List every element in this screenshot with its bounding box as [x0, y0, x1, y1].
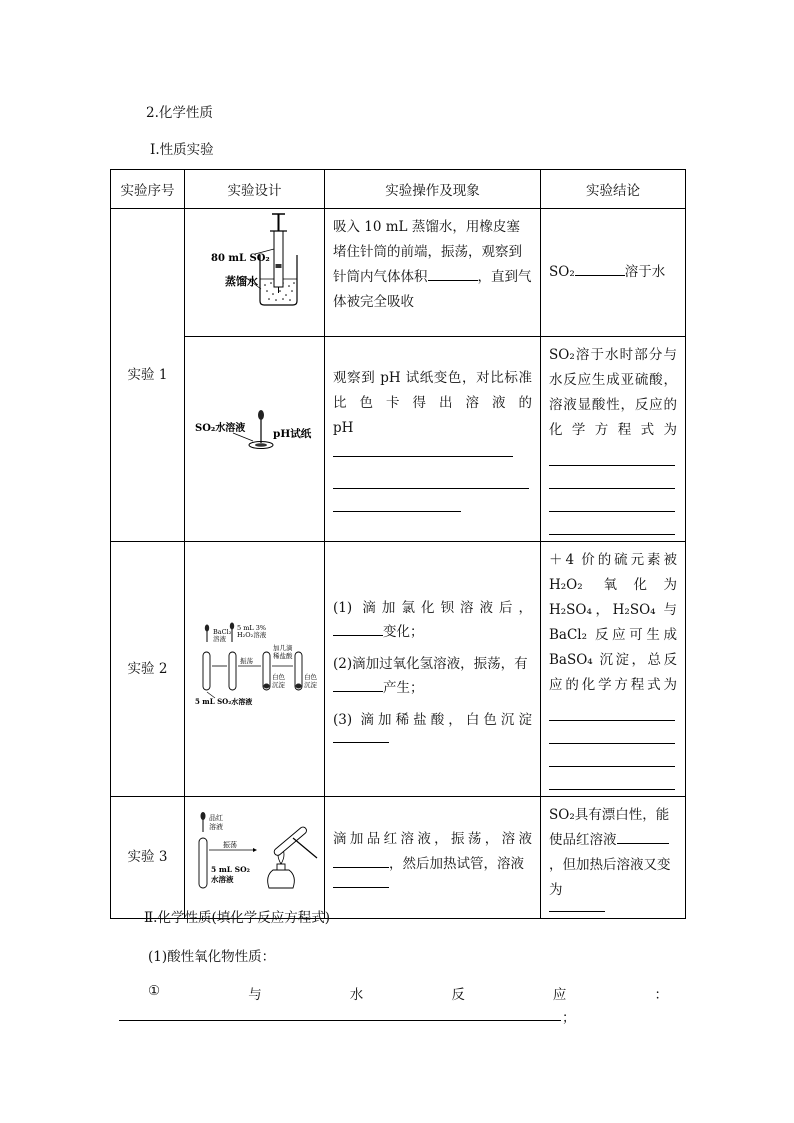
section-title: 2.化学性质: [146, 105, 213, 121]
aqueous-solution-label: 水溶液: [211, 875, 234, 884]
item-1a-char-3: 反: [451, 987, 465, 1003]
item-1a-char-0: ①: [148, 983, 161, 999]
exp1b-blank-ph-3[interactable]: [333, 489, 461, 512]
exp2-blank-eq-2[interactable]: [549, 721, 675, 744]
exp3-label: 实验 3: [111, 797, 185, 919]
bacl2-figure: [185, 542, 325, 797]
item-1a-char-2: 水: [349, 987, 364, 1003]
item-1a-answer-blank[interactable]: [119, 1018, 561, 1021]
exp1b-conclusion: [541, 337, 686, 542]
table-row: [111, 337, 686, 542]
exp3-conc-text-1: SO₂具有漂白性，能使品红溶液: [549, 807, 670, 848]
exp1b-operation: [325, 337, 541, 542]
so2-solution-label: SO₂水溶液: [195, 422, 246, 434]
ph-paper-figure: [185, 337, 325, 542]
exp2-op1-suffix: 变化；: [383, 623, 424, 640]
exp1b-blank-eq-4[interactable]: [549, 512, 675, 535]
exp2-label: 实验 2: [111, 542, 185, 797]
exp1b-blank-ph-1[interactable]: [333, 442, 513, 457]
syringe-gas-label: 80 mL SO₂: [211, 253, 270, 264]
exp2-blank-eq-1[interactable]: [549, 698, 675, 721]
exp2-conc-text: ＋4 价的硫元素被 H₂O₂ 氧化为 H₂SO₄，H₂SO₄ 与 BaCl₂ 反应可生成 BaSO₄ 沉淀，总反应的化学方程式为: [549, 552, 677, 693]
dilute-hcl-label: 稀盐酸: [273, 651, 293, 660]
exp2-blank-eq-4[interactable]: [549, 767, 675, 790]
exp1-conc-suffix: 溶于水: [624, 264, 666, 280]
syringe-diagram: [185, 209, 325, 327]
h2o2-solution-label: H₂O₂溶液: [237, 630, 267, 639]
table-row: [111, 542, 686, 797]
magenta-solution-label: 溶液: [209, 823, 223, 831]
exp1b-blank-eq-1[interactable]: [549, 443, 675, 466]
so2-5ml-label: 5 mL SO₂水溶液: [195, 696, 253, 706]
exp1-label: 实验 1: [111, 209, 185, 542]
exp2-op3-text: (3) 滴加稀盐酸，白色沉淀: [333, 711, 532, 728]
add-drops-label: 加几滴: [273, 643, 293, 652]
h2o2-amount-label: 5 mL 3%: [237, 623, 267, 632]
header-exp-number: 实验序号: [111, 170, 185, 209]
magenta-heating-diagram: [185, 808, 325, 898]
magenta-figure: [185, 797, 325, 919]
table-header-row: [111, 170, 686, 209]
so2-5ml-label-2: 5 mL SO₂: [211, 865, 250, 874]
exp1b-blank-ph-2[interactable]: [333, 466, 529, 489]
magenta-label: 品红: [209, 814, 223, 822]
exp3-op-text-2: ，然后加热试管，溶液: [389, 856, 524, 872]
exp1-conclusion: [541, 209, 686, 337]
exp2-conclusion: [541, 542, 686, 797]
exp3-blank-restore[interactable]: [549, 903, 605, 912]
exp3-blank-color-2[interactable]: [333, 877, 389, 888]
exp2-op2-suffix: 产生；: [383, 679, 424, 696]
table-row: [111, 797, 686, 919]
exp3-conclusion: [541, 797, 686, 919]
item-1a-char-1: 与: [248, 987, 262, 1003]
item-1a-line: [148, 983, 668, 1003]
table-row: [111, 209, 686, 337]
exp3-operation: [325, 797, 541, 919]
exp1-blank-solubility[interactable]: [575, 261, 625, 276]
item-1a-semicolon: ；: [562, 1010, 576, 1026]
exp3-conc-text-2: ，但加热后溶液又变为: [549, 857, 671, 898]
white-label-1: 白色: [272, 672, 285, 681]
syringe-figure: [185, 209, 325, 337]
exp2-blank-eq-3[interactable]: [549, 744, 675, 767]
exp1-op-text-2: ，直到气体被完全吸收: [333, 269, 532, 310]
exp1-op-text-1: 吸入 10 mL 蒸馏水，用橡皮塞堵住针筒的前端，振荡，观察到针筒内气体体积: [333, 219, 522, 285]
item-1a-char-5: ：: [654, 987, 668, 1003]
exp1-conc-prefix: SO₂: [549, 264, 575, 280]
exp3-op-text-1: 滴加品红溶液，振荡，溶液: [333, 831, 532, 847]
distilled-water-label: 蒸馏水: [225, 275, 258, 288]
exp2-op1-text: (1) 滴加氯化钡溶液后，: [333, 599, 532, 616]
bacl2-label: BaCl₂: [213, 627, 232, 636]
ph-paper-label: pH试纸: [273, 427, 312, 440]
exp1b-blank-eq-2[interactable]: [549, 466, 675, 489]
experiment-table: [110, 169, 686, 919]
exp2-blank-dissolve[interactable]: [333, 732, 389, 743]
exp1b-conc-text: SO₂溶于水时部分与水反应生成亚硫酸，溶液显酸性，反应的化学方程式为: [549, 347, 677, 438]
precipitate-label-2: 沉淀: [304, 680, 317, 689]
exp1b-ph-label: pH: [333, 420, 354, 436]
header-exp-design: 实验设计: [185, 170, 325, 209]
exp2-blank-produce[interactable]: [333, 677, 383, 692]
shake-label: 振荡: [240, 656, 253, 665]
subsection-title-chemical-properties: Ⅱ.化学性质(填化学反应方程式): [144, 910, 331, 926]
exp3-blank-fade[interactable]: [617, 829, 669, 844]
exp1-operation: [325, 209, 541, 337]
exp1-blank-volume[interactable]: [428, 266, 478, 281]
exp2-operation: [325, 542, 541, 797]
bacl2-solution-label: 溶液: [213, 634, 226, 643]
white-label-2: 白色: [304, 672, 317, 681]
header-exp-operation: 实验操作及现象: [325, 170, 541, 209]
shake-label-2: 振荡: [223, 841, 237, 849]
header-exp-conclusion: 实验结论: [541, 170, 686, 209]
ph-test-diagram: [185, 405, 325, 465]
exp3-blank-color-1[interactable]: [333, 853, 389, 868]
exp1b-op-text: 观察到 pH 试纸变色，对比标准比色卡得出溶液的: [333, 370, 532, 411]
item-acidic-oxide: (1)酸性氧化物性质：: [148, 949, 276, 965]
exp2-op2-text: (2)滴加过氧化氢溶液，振荡，有: [333, 655, 528, 672]
exp2-blank-change[interactable]: [333, 621, 383, 636]
bacl2-h2o2-diagram: [185, 620, 325, 710]
item-1a-char-4: 应: [552, 987, 567, 1003]
subsection-title-properties-experiment: Ⅰ.性质实验: [150, 142, 214, 158]
exp1b-blank-eq-3[interactable]: [549, 489, 675, 512]
precipitate-label-1: 沉淀: [272, 680, 285, 689]
